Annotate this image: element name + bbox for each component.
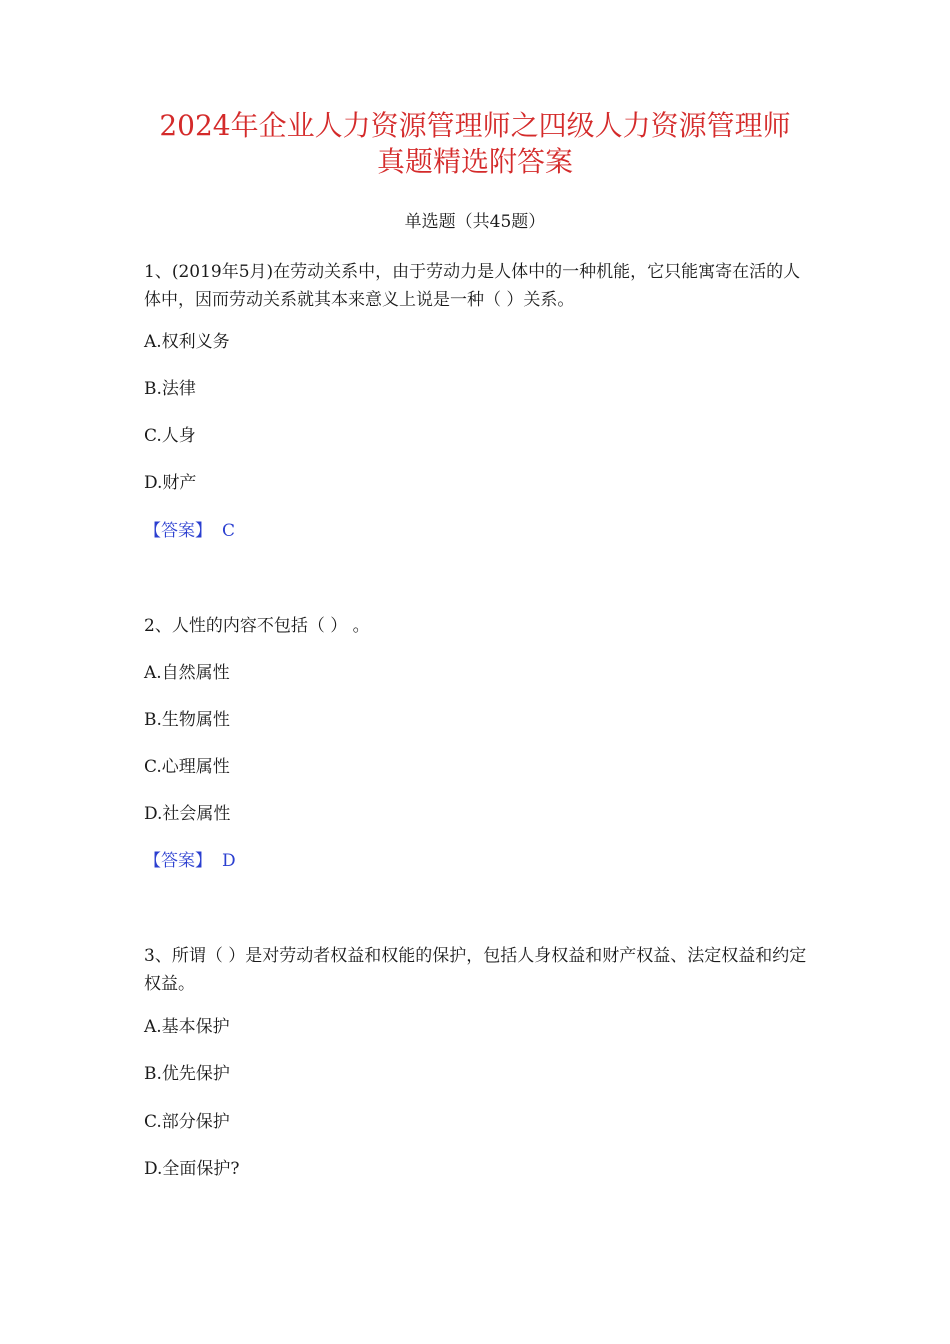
section-heading: 单选题（共45题）	[404, 212, 546, 232]
question-1-option-c: C.人身	[144, 426, 196, 446]
question-1-option-b: B.法律	[144, 379, 196, 399]
question-2-option-c: C.心理属性	[144, 757, 230, 777]
question-3-stem: 3、所谓（ ）是对劳动者权益和权能的保护，包括人身权益和财产权益、法定权益和约定权益。	[144, 946, 807, 994]
question-3-option-c: C.部分保护	[144, 1112, 230, 1132]
question-1-answer	[144, 518, 235, 544]
question-1-option-d: D.财产	[144, 473, 197, 493]
question-2-option-d: D.社会属性	[144, 804, 231, 824]
answer-label: 【答案】	[144, 851, 212, 871]
question-3-option-d: D.全面保护?	[144, 1159, 240, 1179]
answer-value: D	[222, 851, 236, 871]
question-1-stem: 1、(2019年5月)在劳动关系中，由于劳动力是人体中的一种机能，它只能寓寄在活的人体中，因而劳动关系就其本来意义上说是一种（ ）关系。	[144, 262, 801, 310]
question-2-option-a: A.自然属性	[144, 663, 230, 683]
question-2-option-b: B.生物属性	[144, 710, 230, 730]
answer-label: 【答案】	[144, 521, 212, 541]
document-title-line1: 2024年企业人力资源管理师之四级人力资源管理师	[159, 109, 791, 142]
question-3-option-b: B.优先保护	[144, 1064, 230, 1084]
question-2-answer	[144, 848, 236, 874]
question-3-option-a: A.基本保护	[144, 1017, 230, 1037]
question-2-stem: 2、人性的内容不包括（ ） 。	[144, 616, 370, 636]
document-title-line2: 真题精选附答案	[376, 145, 573, 178]
answer-value: C	[222, 521, 236, 541]
question-1-option-a: A.权利义务	[144, 332, 230, 352]
